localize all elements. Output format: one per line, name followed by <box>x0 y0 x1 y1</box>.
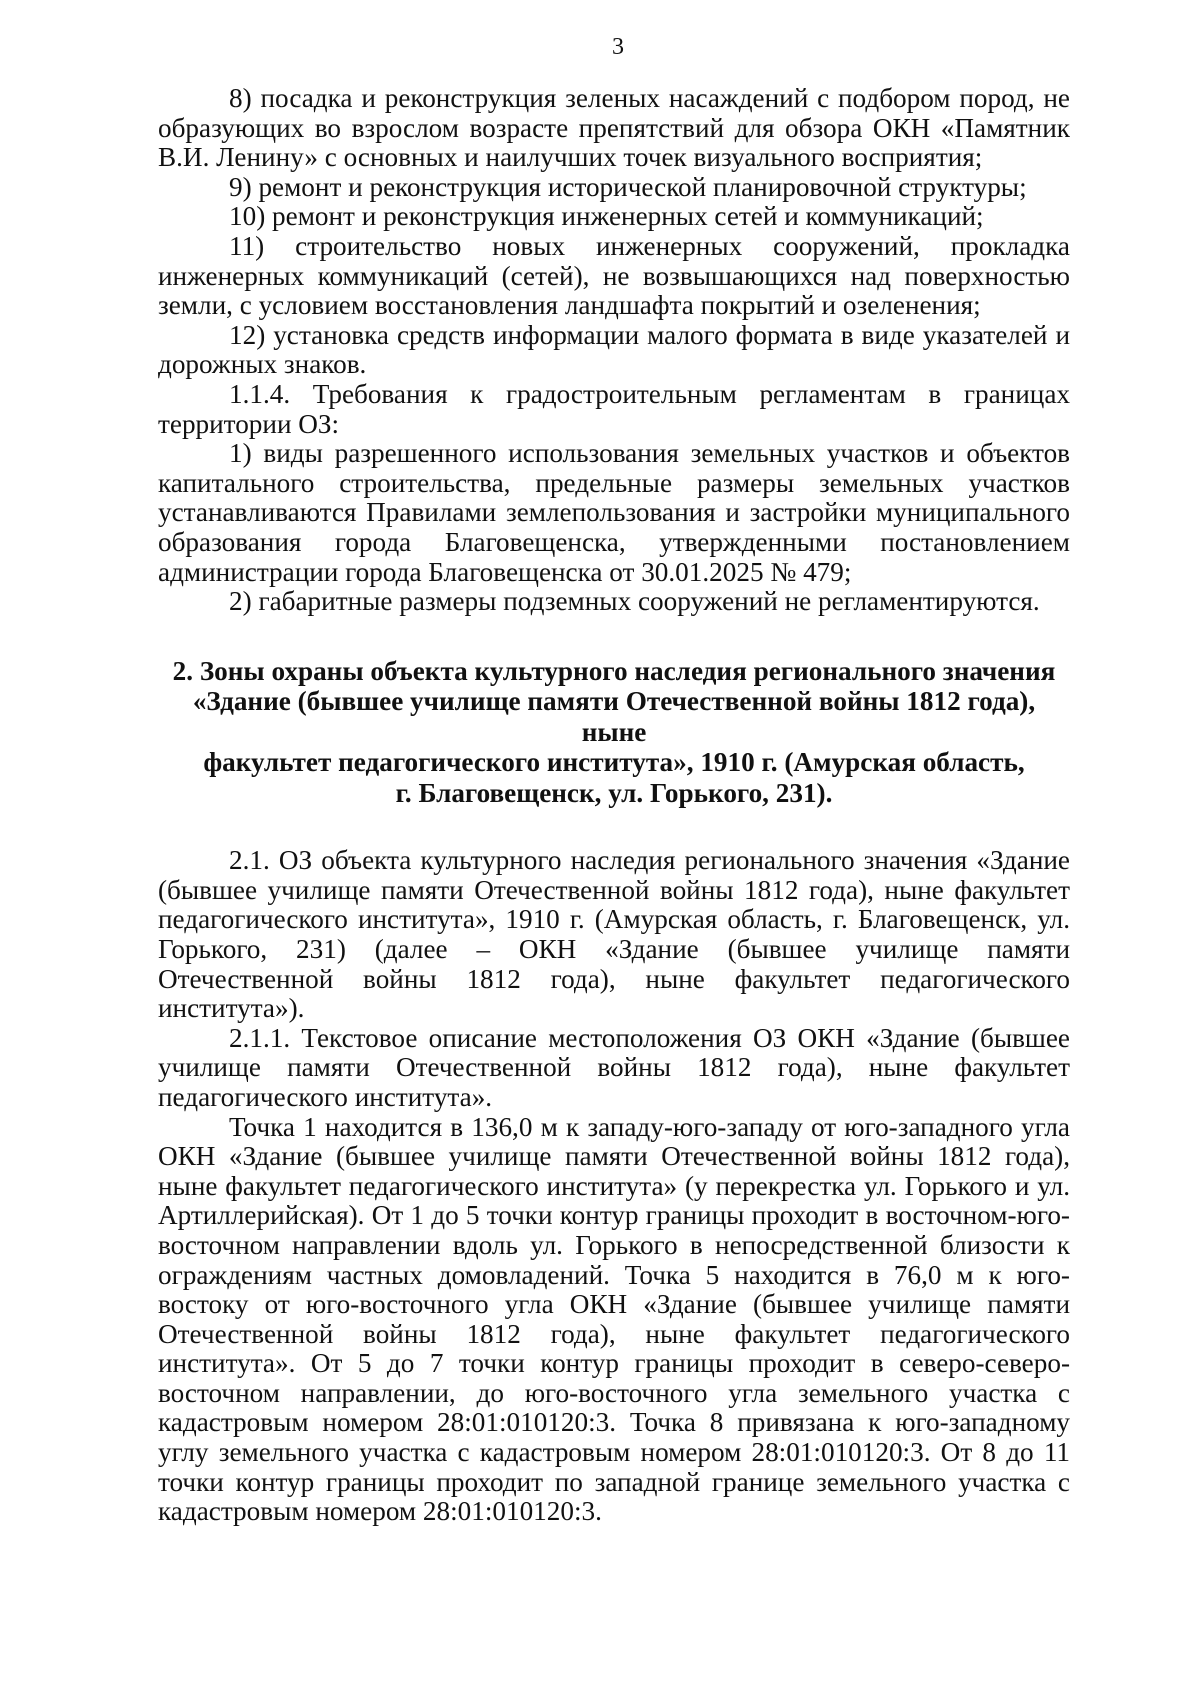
document-page <box>158 32 1070 1527</box>
clause-1-1-4: 1.1.4. Требования к градостроительным регламентам в границах территории ОЗ: <box>158 378 1070 439</box>
list-item-10: 10) ремонт и реконструкция инженерных сетей и коммуникаций; <box>229 201 984 232</box>
list-item-12: 12) установка средств информации малого формата в виде указателей и дорожных знаков. <box>158 319 1070 380</box>
clause-2-1-1: 2.1.1. Текстовое описание местоположения ОЗ ОКН «Здание (бывшее училище памяти Отечественной войны 1812 года), ныне факультет педагогического института». <box>158 1022 1070 1112</box>
list-item-11: 11) строительство новых инженерных сооружений, прокладка инженерных коммуникаций (сетей), не возвышающихся над поверхностью земли, с условием восстановления ландшафта покрытий и озеленения; <box>158 230 1070 321</box>
section-heading-line-1: 2. Зоны охраны объекта культурного наследия регионального значения <box>172 655 1056 686</box>
section-heading <box>158 656 1070 809</box>
section-heading-line-4: г. Благовещенск, ул. Горького, 231). <box>395 777 833 808</box>
section-heading-line-2: «Здание (бывшее училище памяти Отечественной войны 1812 года), ныне <box>192 686 1036 747</box>
list-item-9: 9) ремонт и реконструкция исторической планировочной структуры; <box>229 171 1027 202</box>
clause-2-1: 2.1. ОЗ объекта культурного наследия регионального значения «Здание (бывшее училище памяти Отечественной войны 1812 года), ныне факультет педагогического института», 1910 г. (Амурская область, г. Благовещенск, ул. Горького, 231) (далее – ОКН «Здание (бывшее училище памяти Отечественной войны 1812 года), ныне факультет педагогического института»). <box>158 845 1070 1024</box>
requirement-item-2: 2) габаритные размеры подземных сооружений не регламентируются. <box>229 586 1040 617</box>
requirement-item-1: 1) виды разрешенного использования земельных участков и объектов капитального строительства, предельные размеры земельных участков устанавливаются Правилами землепользования и застройки муниципального образования города Благовещенска, утвержденными постановлением администрации города Благовещенска от 30.01.2025 № 479; <box>158 438 1070 587</box>
list-item-8: 8) посадка и реконструкция зеленых насаждений с подбором пород, не образующих во взрослом возрасте препятствий для обзора ОКН «Памятник В.И. Ленину» с основных и наилучших точек визуального восприятия; <box>158 83 1070 173</box>
page-number: 3 <box>612 34 624 60</box>
boundary-description: Точка 1 находится в 136,0 м к западу-юго-западу от юго-западного угла ОКН «Здание (бывшее училище памяти Отечественной войны 1812 года), ныне факультет педагогического института» (у перекрестка ул. Горького и ул. Артиллерийская). От 1 до 5 точки контур границы проходит в восточном-юго-восточном направлении вдоль ул. Горького в непосредственной близости к ограждениям частных домовладений. Точка 5 находится в 76,0 м к юго-востоку от юго-восточного угла ОКН «Здание (бывшее училище памяти Отечественной войны 1812 года), ныне факультет педагогического института». От 5 до 7 точки контур границы проходит в северо-северо-восточном направлении, до юго-восточного угла земельного участка с кадастровым номером 28:01:010120:3. Точка 8 привязана к юго-западному углу земельного участка с кадастровым номером 28:01:010120:3. От 8 до 11 точки контур границы проходит по западной границе земельного участка с кадастровым номером 28:01:010120:3. <box>158 1111 1070 1527</box>
section-heading-line-3: факультет педагогического института», 1910 г. (Амурская область, <box>203 747 1025 778</box>
